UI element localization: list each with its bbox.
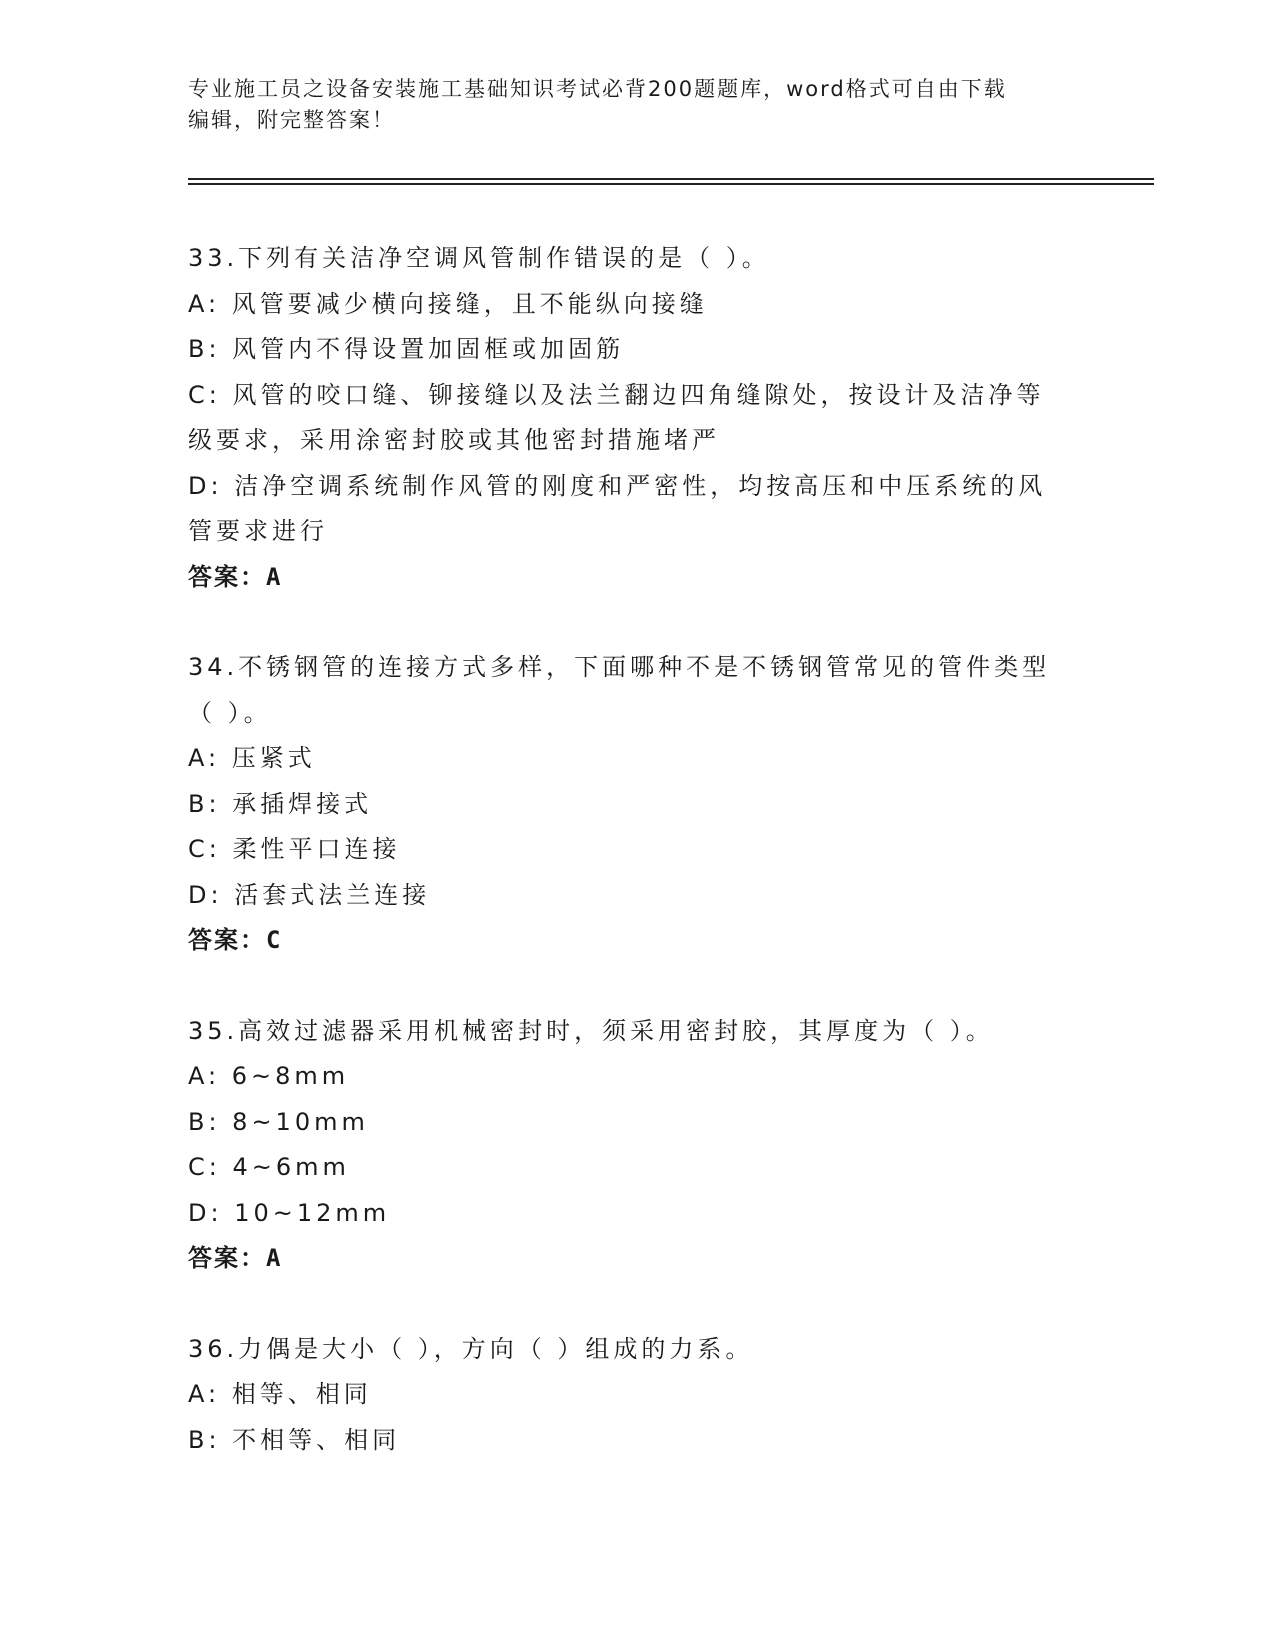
answer (188, 918, 1068, 964)
answer-value: C (266, 926, 283, 954)
header-line-1: 专业施工员之设备安装施工基础知识考试必背200题题库，word格式可自由下载 (188, 77, 1007, 101)
answer-value: A (266, 1244, 283, 1272)
option-d: D: 活套式法兰连接 (188, 880, 431, 909)
option-d-continued: 管要求进行 (188, 517, 328, 545)
option-b: B: 风管内不得设置加固框或加固筋 (188, 335, 625, 363)
header-divider-top (188, 178, 1154, 180)
question-title-continued: （ ）。 (188, 698, 272, 727)
option-b: B: 不相等、相同 (188, 1425, 401, 1454)
answer (188, 555, 1068, 601)
question-title: 35.高效过滤器采用机械密封时，须采用密封胶，其厚度为（ ）。 (188, 1016, 994, 1045)
question-title: 34.不锈钢管的连接方式多样，下面哪种不是不锈钢管常见的管件类型 (188, 653, 1051, 681)
option-d: D: 洁净空调系统制作风管的刚度和严密性，均按高压和中压系统的风 (188, 471, 1047, 500)
option-a: A: 压紧式 (188, 744, 316, 772)
question-title: 33.下列有关洁净空调风管制作错误的是（ ）。 (188, 244, 770, 272)
option-c-continued: 级要求，采用涂密封胶或其他密封措施堵严 (188, 426, 720, 454)
question-title: 36.力偶是大小（ ），方向（ ）组成的力系。 (188, 1334, 754, 1363)
question-33 (188, 236, 1068, 600)
option-b: B: 承插焊接式 (188, 789, 373, 818)
option-c: C: 风管的咬口缝、铆接缝以及法兰翻边四角缝隙处，按设计及洁净等 (188, 380, 1045, 409)
answer (188, 1236, 1068, 1282)
option-c: C: 柔性平口连接 (188, 835, 401, 863)
header-line-2: 编辑，附完整答案！ (188, 108, 395, 132)
option-a: A: 相等、相同 (188, 1380, 372, 1408)
question-34 (188, 645, 1068, 964)
header-divider-bottom (188, 183, 1154, 185)
question-36 (188, 1327, 1068, 1464)
document-header (188, 74, 1068, 136)
answer-label: 答案： (188, 562, 266, 591)
answer-label: 答案： (188, 1244, 266, 1272)
option-a: A: 6~8mm (188, 1062, 350, 1090)
question-list (188, 236, 1068, 1508)
option-c: C: 4~6mm (188, 1153, 350, 1181)
answer-value: A (266, 562, 283, 591)
question-35 (188, 1009, 1068, 1282)
option-d: D: 10~12mm (188, 1198, 391, 1227)
option-a: A: 风管要减少横向接缝，且不能纵向接缝 (188, 289, 708, 318)
option-b: B: 8~10mm (188, 1107, 369, 1136)
answer-label: 答案： (188, 926, 266, 954)
